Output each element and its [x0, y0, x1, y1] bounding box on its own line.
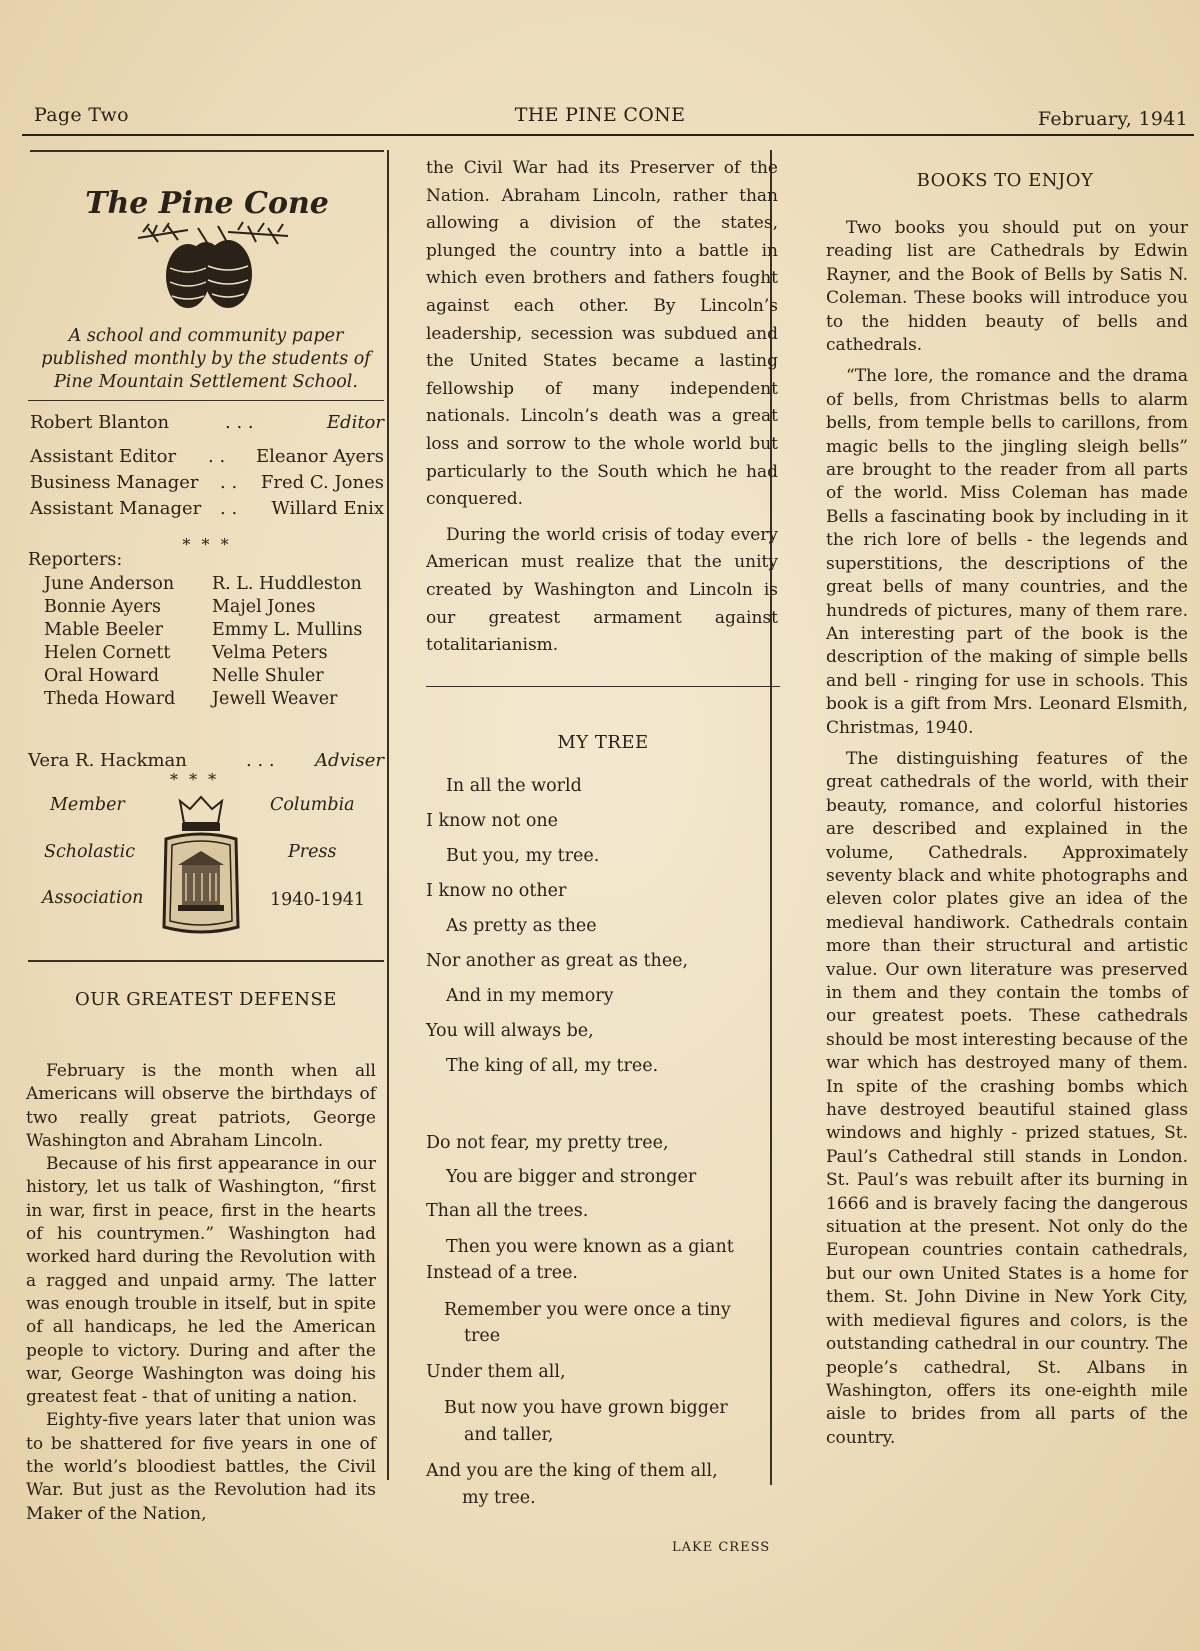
reporters-left-list: [44, 573, 175, 711]
poem-line: You are bigger and stronger: [446, 1167, 697, 1187]
staff-name: Eleanor Ayers: [256, 446, 384, 467]
staff-name: Fred C. Jones: [260, 472, 384, 493]
adviser-row: Vera R. Hackman . . . Adviser: [28, 748, 384, 774]
poem-line: Under them all,: [426, 1362, 566, 1382]
article-paragraph: During the world crisis of today every American must realize that the unity created by Washington and Lincoln is our greatest armament against totalitarianism.: [426, 524, 778, 656]
article-paragraph: Eighty-five years later that union was to be shattered for five years in one of the world’s bloodiest battles, the Civil War. But just as the Revolution had its Maker of the Nation,: [26, 1410, 376, 1524]
csp-press: Press: [288, 842, 337, 862]
staff-role: Assistant Manager: [30, 498, 202, 519]
masthead-bottom-rule: [28, 960, 384, 962]
poem-line: I know no other: [426, 881, 567, 901]
poem-line: and taller,: [464, 1425, 554, 1445]
poem-line: Instead of a tree.: [426, 1263, 578, 1283]
poem-line: As pretty as thee: [446, 916, 597, 936]
article-paragraph: February is the month when all Americans will observe the birthdays of two really great patriots, George Washington and Abraham Lincoln.: [26, 1061, 376, 1151]
poem-title: MY TREE: [557, 732, 649, 753]
staff-name: Willard Enix: [271, 498, 384, 519]
article-books-body: [826, 217, 1188, 1450]
article-title-defense: OUR GREATEST DEFENSE: [75, 989, 337, 1010]
csp-seal-icon: [156, 795, 246, 940]
staff-name: Robert Blanton: [30, 412, 170, 433]
reporter-name: Majel Jones: [212, 597, 316, 617]
adviser-name: Vera R. Hackman: [28, 750, 187, 771]
reporter-name: June Anderson: [44, 574, 175, 594]
poem-line: In all the world: [446, 776, 582, 796]
article-title-books: BOOKS TO ENJOY: [916, 170, 1094, 191]
poem-body: [426, 0, 780, 1651]
poem-line: And in my memory: [446, 986, 614, 1006]
staff-row: Business Manager . . Fred C. Jones: [30, 470, 384, 496]
reporter-name: Emmy L. Mullins: [212, 620, 363, 640]
reporter-name: Velma Peters: [212, 643, 328, 663]
pine-cone-icon: [128, 218, 298, 318]
csp-member: Member: [50, 795, 125, 815]
staff-row: Assistant Editor . . Eleanor Ayers: [30, 444, 384, 470]
article-paragraph: Because of his first appearance in our history, let us talk of Washington, “first in war, first in peace, first in the hearts of his countrymen.” Washington had worked hard during the Revolution with a ragged and unpaid army. The latter was enough trouble in itself, but in spite of all handicaps, he led the American people to victory. During and after the war, George Washington was doing his greatest feat - that of uniting a nation.: [26, 1154, 376, 1408]
staff-row: Robert Blanton . . . Editor: [30, 410, 384, 436]
csp-columbia: Columbia: [270, 795, 355, 815]
poem-line: But you, my tree.: [446, 846, 600, 866]
issue-date: February, 1941: [1037, 108, 1188, 130]
reporters-right-list: [212, 573, 362, 711]
masthead-rule: [28, 400, 384, 401]
staff-row: Assistant Manager . . Willard Enix: [30, 496, 384, 522]
page-number: Page Two: [34, 104, 129, 126]
newspaper-title: THE PINE CONE: [514, 104, 686, 126]
poem-line: I know not one: [426, 811, 558, 831]
article-defense-body: [26, 1060, 376, 1526]
poem-line: And you are the king of them all,: [426, 1461, 718, 1481]
reporter-name: R. L. Huddleston: [212, 574, 362, 594]
csp-years: 1940-1941: [270, 890, 365, 910]
article-paragraph: The distinguishing features of the great cathedrals of the world, with their beauty, romance, and colorful histories are described and explained in the volume, Cathedrals. Approximately seventy black and white photographs and eleven color plates give an idea of the medieval handiwork. Cathedrals contain more than their structural and artistic value. Our own literature was preserved in them and they contain the tombs of our greatest poets. These cathedrals should be most interesting because of the war which has destroyed many of them. In spite of the crashing bombs which have destroyed beautiful stained glass windows and highly - prized statues, St. Paul’s Cathedral still stands in London. St. Paul’s was rebuilt after its burning in 1666 and is bravely facing the dangerous situation at the present. Not only do the European countries contain cathedrals, but our own United States is a home for them. St. John Divine in New York City, with medieval figures and colors, is the outstanding cathedral in our country. The people’s cathedral, St. Albans in Washington, offers its one-eighth mile aisle to brides from all parts of the country.: [826, 748, 1188, 1448]
reporter-name: Nelle Shuler: [212, 666, 324, 686]
column-divider-left: [387, 150, 389, 1480]
adviser-role: Adviser: [315, 750, 384, 771]
poem-line: Than all the trees.: [426, 1201, 589, 1221]
staff-role: Editor: [326, 412, 384, 433]
reporter-name: Jewell Weaver: [212, 689, 338, 709]
stars-divider: * * *: [170, 770, 220, 789]
poem-line: Do not fear, my pretty tree,: [426, 1133, 669, 1153]
article-paragraph: “The lore, the romance and the drama of bells, from Christmas bells to alarm bells, from temple bells to carillons, from magic bells to the jingling sleigh bells” are brought to the reader from all parts of the world. Miss Coleman has made Bells a fascinating book by including in it the rich lore of bells - the legends and superstitions, the descriptions of the great bells of many countries, and the hundreds of pictures, many of them rare. An interesting part of the book is the description of the making of simple bells and bell - ringing for use in schools. This book is a gift from Mrs. Leonard Elsmith, Christmas, 1940.: [826, 366, 1188, 738]
poem-line: But now you have grown bigger: [444, 1398, 728, 1418]
reporter-name: Mable Beeler: [44, 620, 163, 640]
article-paragraph: the Civil War had its Preserver of the Nation. Abraham Lincoln, rather than allowing a division of the states, plunged the country into a battle in which even brothers and fathers fought against each other. By Lincoln’s leadership, secession was subdued and the United States became a lasting fellowship of many independent nationals. Lincoln’s death was a great loss and sorrow to the whole world but particularly to the South which he had conquered.: [426, 158, 778, 510]
masthead-top-rule: [30, 150, 384, 152]
reporter-name: Helen Cornett: [44, 643, 171, 663]
csp-association: Association: [42, 888, 144, 908]
staff-role: Business Manager: [30, 472, 199, 493]
article-paragraph: Two books you should put on your reading list are Cathedrals by Edwin Rayner, and the Book of Bells by Satis N. Coleman. These books will introduce you to the hidden beauty of bells and cathedrals.: [826, 218, 1188, 356]
poem-line: You will always be,: [426, 1021, 594, 1041]
reporter-name: Oral Howard: [44, 666, 160, 686]
poem-line: Then you were known as a giant: [446, 1237, 734, 1257]
masthead-description: A school and community paper published monthly by the students of Pine Mountain Settlement School.: [41, 326, 371, 392]
staff-list: [30, 410, 384, 522]
csp-scholastic: Scholastic: [44, 842, 136, 862]
poem-line: The king of all, my tree.: [446, 1056, 659, 1076]
stars-divider: * * *: [182, 535, 232, 554]
poem-line: tree: [464, 1326, 501, 1346]
poem-author: LAKE CRESS: [672, 1540, 771, 1555]
poem-line: my tree.: [462, 1488, 536, 1508]
reporter-name: Bonnie Ayers: [44, 597, 161, 617]
masthead-title: The Pine Cone: [85, 186, 329, 221]
reporters-label: Reporters:: [28, 550, 123, 570]
reporter-name: Theda Howard: [44, 689, 176, 709]
poem-line: Remember you were once a tiny: [444, 1300, 731, 1320]
poem-line: Nor another as great as thee,: [426, 951, 689, 971]
staff-role: Assistant Editor: [30, 446, 177, 467]
